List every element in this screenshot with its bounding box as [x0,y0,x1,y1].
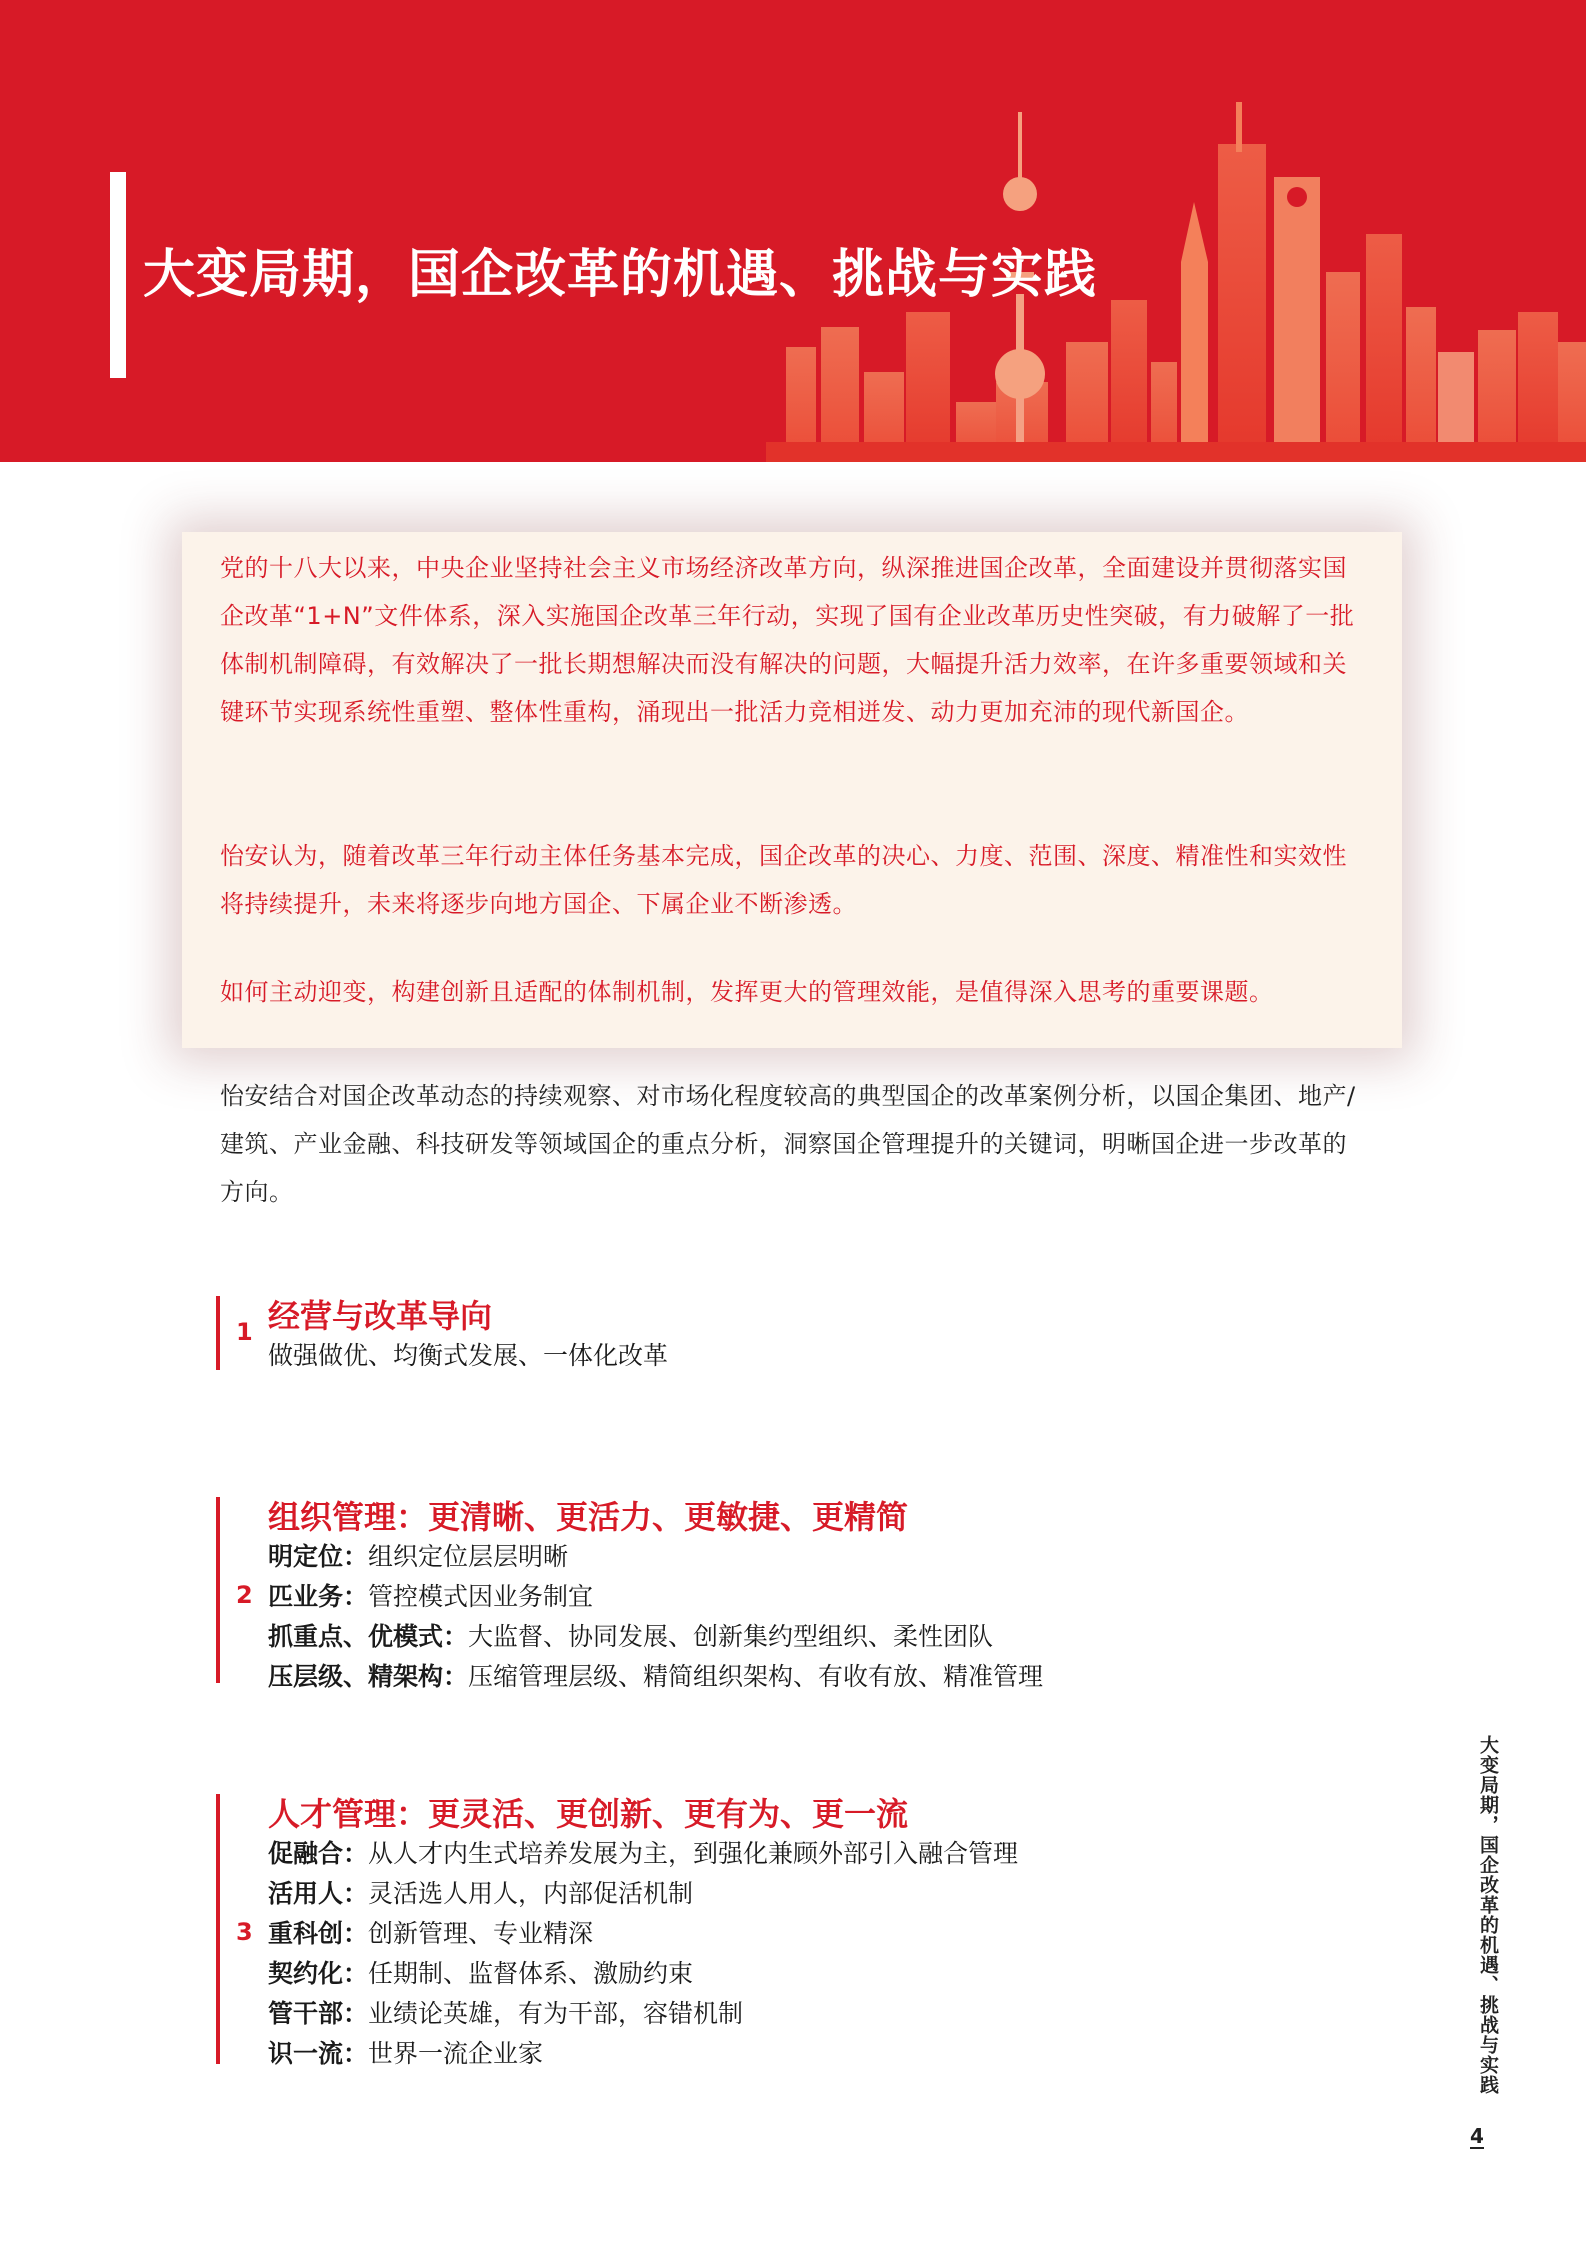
section-item [268,1579,593,1615]
section-heading: 人才管理：更灵活、更创新、更有为、更一流 [268,1795,909,1833]
item-label: 活用人： [268,1879,369,1908]
intro-paragraph: 如何主动迎变，构建创新且适配的体制机制，发挥更大的管理效能，是值得深入思考的重要课题。 [220,978,1274,1006]
item-label: 明定位： [268,1542,369,1571]
title-accent-bar [110,172,126,378]
section-heading: 组织管理：更清晰、更活力、更敏捷、更精简 [268,1498,909,1536]
section-item [268,1876,693,1912]
section-item [268,2036,543,2072]
item-label: 重科创： [268,1919,369,1948]
item-text: 从人才内生式培养发展为主，到强化兼顾外部引入融合管理 [368,1839,1019,1868]
section-item [268,1996,743,2032]
section-item [268,1956,693,1992]
item-label: 促融合： [268,1839,369,1868]
section-item [268,1659,1043,1695]
intro-paragraph: 怡安认为，随着改革三年行动主体任务基本完成，国企改革的决心、力度、范围、深度、精准性和实效性将持续提升，未来将逐步向地方国企、下属企业不断渗透。 [220,842,1347,918]
section-item [268,1836,1018,1872]
section-heading: 经营与改革导向 [268,1297,493,1335]
section-divider-bar [216,1794,220,2064]
item-label: 契约化： [268,1959,369,1988]
item-label: 压层级、精架构： [268,1662,469,1691]
item-text: 灵活选人用人，内部促活机制 [368,1879,694,1908]
section-item [268,1916,593,1952]
item-text: 管控模式因业务制宜 [368,1582,594,1611]
section-divider-bar [216,1497,220,1683]
item-label: 管干部： [268,1999,369,2028]
running-title-vertical: 大变局期，国企改革的机遇、挑战与实践 [1477,1735,1499,2095]
intro-paragraph: 党的十八大以来，中央企业坚持社会主义市场经济改革方向，纵深推进国企改革，全面建设并贯彻落实国企改革“1+N”文件体系，深入实施国企改革三年行动，实现了国有企业改革历史性突破，有力破解了一批体制机制障碍，有效解决了一批长期想解决而没有解决的问题，大幅提升活力效率，在许多重要领域和关键环节实现系统性重塑、整体性重构，涌现出一批活力竞相迸发、动力更加充沛的现代新国企。 [220,554,1355,726]
item-text: 组织定位层层明晰 [368,1542,569,1571]
header-banner [0,0,1586,462]
item-text: 大监督、协同发展、创新集约型组织、柔性团队 [468,1622,994,1651]
item-text: 任期制、监督体系、激励约束 [368,1959,694,1988]
section-number: 3 [236,1918,253,1946]
page-title: 大变局期，国企改革的机遇、挑战与实践 [143,245,1098,305]
intro-callout-box [182,532,1402,1048]
section-item [268,1539,568,1575]
section-divider-bar [216,1296,220,1370]
item-label: 识一流： [268,2039,369,2068]
section-item [268,1619,993,1655]
item-label: 匹业务： [268,1582,369,1611]
section-number: 2 [236,1581,253,1609]
item-text: 世界一流企业家 [368,2039,544,2068]
page-number: 4 [1470,2124,1484,2148]
section-item [268,1338,668,1374]
body-paragraph: 怡安结合对国企改革动态的持续观察、对市场化程度较高的典型国企的改革案例分析，以国企集团、地产/建筑、产业金融、科技研发等领域国企的重点分析，洞察国企管理提升的关键词，明晰国企进一步改革的方向。 [220,1082,1356,1206]
section-number: 1 [236,1318,253,1346]
item-text: 创新管理、专业精深 [368,1919,594,1948]
item-text: 压缩管理层级、精简组织架构、有收有放、精准管理 [468,1662,1044,1691]
item-text: 做强做优、均衡式发展、一体化改革 [268,1341,669,1370]
item-text: 业绩论英雄，有为干部，容错机制 [368,1999,744,2028]
item-label: 抓重点、优模式： [268,1622,469,1651]
